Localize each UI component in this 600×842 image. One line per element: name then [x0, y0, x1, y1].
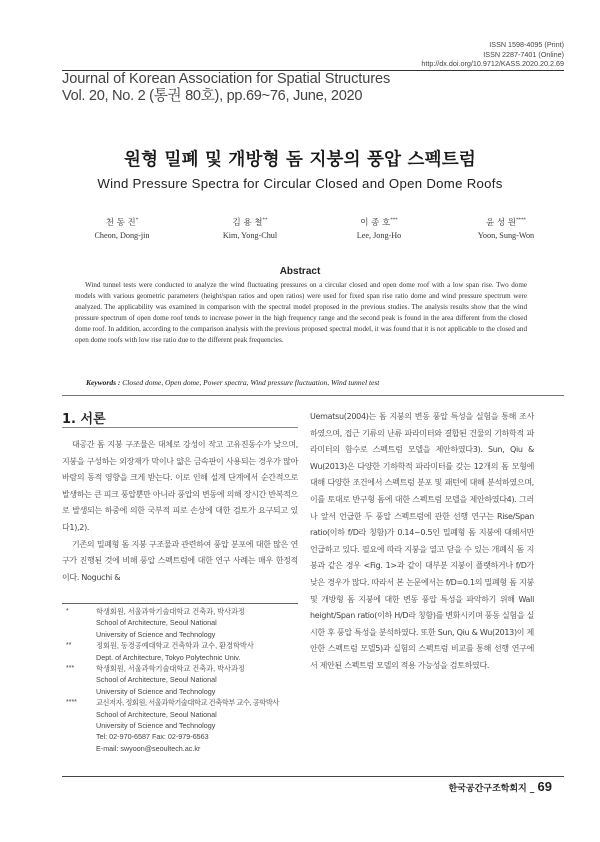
footnote-line: Dept. of Architecture, Tokyo Polytechnic Univ.: [96, 652, 241, 662]
footnote-2: [62, 640, 298, 663]
footnote-line: 학생회원, 서울과학기술대학교 건축과, 박사과정: [96, 607, 245, 616]
volume-info: Vol. 20, No. 2 (통권 80호), pp.69~76, June, 2020: [62, 88, 363, 104]
footnote-line: University of Science and Technology: [96, 629, 216, 639]
journal-name: Journal of Korean Association for Spatial Structures: [62, 71, 391, 87]
footnote-line: School of Architecture, Seoul National: [96, 709, 217, 719]
author-name-english: Lee, Jong-Ho: [356, 230, 402, 240]
footnote-line: Tel: 02-970-6587 Fax: 02-979-6563: [96, 732, 209, 742]
author-name-korean: 윤 성 원: [485, 217, 517, 228]
journal-header: [62, 71, 562, 105]
footer-journal: 한국공간구조학회지 _: [448, 784, 535, 794]
keywords: [86, 378, 379, 387]
footnote-email[interactable]: E-mail: swyoon@seoultech.ac.kr: [96, 743, 201, 753]
author-name-korean: 김 용 철: [232, 217, 263, 228]
footnote-line: School of Architecture, Seoul National: [96, 618, 217, 628]
footnote-3: [62, 663, 298, 697]
footnote-mark: ****: [66, 699, 77, 707]
author-name-korean: 이 종 호: [360, 217, 391, 228]
footnote-mark: *: [66, 608, 69, 615]
paper-title-english: Wind Pressure Spectra for Circular Closed and Open Dome Roofs: [97, 176, 503, 191]
author-name-english: Kim, Yong-Chul: [222, 230, 278, 240]
footnote-line: 정회원, 동경공예대학교 건축학과 교수, 환경학박사: [96, 641, 254, 651]
keywords-text: Closed dome, Open dome, Power spectra, Wind pressure fluctuation, Wind tunnel test: [122, 378, 380, 387]
footnote-rule: [62, 603, 298, 604]
author-4: [446, 213, 566, 241]
author-name-korean: 천 동 진: [105, 217, 136, 228]
author-1: [62, 213, 182, 241]
body-paragraph: Uematsu(2004)는 돔 지붕의 변동 풍압 특성을 실험을 통해 조사하였으며, 접근 기류의 난류 파라미터와 결합된 건물의 기하학적 파라미터의 함수로 스펙트럼 모델을 제안하였다3). Sun, Qiu & Wu(2013)은 다양한 기하학적 파라미터를 갖는 12개의 돔 모형에 대해 다양한 조건에서 스펙트럼 분포 및 패턴에 대해 분석하였으며, 이를 토대로 반구형 돔에 대한 스펙트럼 모델을 제안하였다4). 그러나 앞서 언급한 두 풍압 스펙트럼에 관한 선행 연구는 Rise/Span ratio(이하 f/D라 칭함)가 0.14~0.5인 밀폐형 돔 지붕에 대해서만 언급하고 있다. 필요에 따라 지붕을 열고 닫을 수 있는 개폐식 돔 지붕과 같은 경우 <Fig. 1>과 같이 대부분 지붕이 플랫하거나 f/D가 낮은 경우가 많다. 따라서 본 논문에서는 f/D=0.1의 밀폐형 돔 지붕 및 개방형 돔 지붕에 대한 변동 풍압 특성을 파악하기 위해 Wall height/Span ratio(이하 H/D라 칭함)를 변화시키며 풍동 실험을 실시한 후 풍압 특성을 분석하였다. 또한 Sun, Qiu & Wu(2013)이 제안한 스펙트럼 모델5)과 실험의 스펙트럼 비교를 통해 선행 연구에서 제안된 스펙트럼 모델의 적용 가능성을 검토하였다.: [310, 412, 534, 670]
abstract-heading: Abstract: [279, 266, 321, 277]
page-number: 69: [537, 779, 552, 794]
footnote-line: University of Science and Technology: [96, 721, 216, 731]
body-right-column: [310, 409, 534, 675]
footer-rule: [62, 776, 564, 777]
author-list: [62, 213, 566, 249]
footnote-mark: **: [66, 642, 72, 650]
author-name-english: Yoon, Sung-Won: [477, 230, 535, 240]
footnote-mark: ***: [66, 665, 75, 673]
footnote-line: 학생회원, 서울과학기술대학교 건축과, 박사과정: [96, 664, 245, 674]
page-footer: [449, 779, 553, 794]
paper-title-korean: 원형 밀폐 및 개방형 돔 지붕의 풍압 스펙트럼: [124, 150, 476, 170]
issn-online: ISSN 2287-7401 (Online): [483, 49, 564, 59]
footnote-1: [62, 606, 298, 640]
footnotes: [62, 606, 298, 754]
footnote-line: 교신저자, 정회원, 서울과학기술대학교 건축학부 교수, 공학박사: [96, 698, 279, 708]
body-paragraph: 기존의 밀폐형 돔 지붕 구조물과 관련하여 풍압 분포에 대한 많은 연구가 진행된 것에 비해 풍압 스펙트럼에 대한 연구 사례는 매우 한정적이다. Noguchi &: [62, 539, 298, 582]
footnote-4: [62, 697, 298, 754]
body-left-column: [62, 437, 298, 586]
footnote-line: University of Science and Technology: [96, 686, 216, 696]
author-mark: ***: [390, 217, 398, 223]
author-mark: *: [135, 217, 139, 223]
issn-print: ISSN 1598-4095 (Print): [489, 40, 564, 49]
author-3: [319, 213, 439, 241]
footnote-line: School of Architecture, Seoul National: [96, 675, 217, 685]
abstract-text: Wind tunnel tests were conducted to analyze the wind fluctuating pressures on a circular closed and open dome roof with a low span rise. Two dome models with various geometric parameters (height/span ratios and open ratios) were used for fixed span rise ratio dome and wind pressure spectrum were analyzed. The applicability was examined in comparison with the spectral model proposed in the previous studies. The analysis results show that the wind pressure spectrum of open dome roof tends to increase power in the high frequency range and the second peak is found in the area different from the closed dome roof. In addition, according to the comparison analysis with the previous proposed spectral model, it was found that it is not applicable to the closed and open dome roofs with low rise ratio due to the different peak frequencies.: [75, 281, 527, 345]
keywords-label: Keywords :: [86, 378, 121, 387]
body-paragraph: 대공간 돔 지붕 구조물은 대체로 강성이 작고 고유진동수가 낮으며, 지붕을 구성하는 외장재가 막이나 얇은 금속판이 사용되는 경우가 많아 바람의 동적 영향을 크게 받는다. 이로 인해 설계 단계에서 순간적으로 발생하는 큰 피크 풍압뿐만 아니라 풍압의 변동에 의해 장시간 반복적으로 발생되는 하중에 의한 국부적 피로 손상에 대한 검토가 요구되고 있다1),2).: [62, 440, 298, 532]
issn-block: [421, 40, 564, 69]
keywords-rule: [62, 395, 564, 396]
section-title: 1. 서론: [62, 412, 106, 427]
author-mark: ****: [516, 217, 527, 223]
section-rule: [62, 427, 298, 428]
doi-link[interactable]: http://dx.doi.org/10.9712/KASS.2020.20.2.69: [421, 59, 564, 69]
author-mark: **: [262, 217, 268, 223]
author-2: [190, 213, 310, 241]
author-name-english: Cheon, Dong-jin: [94, 230, 150, 240]
